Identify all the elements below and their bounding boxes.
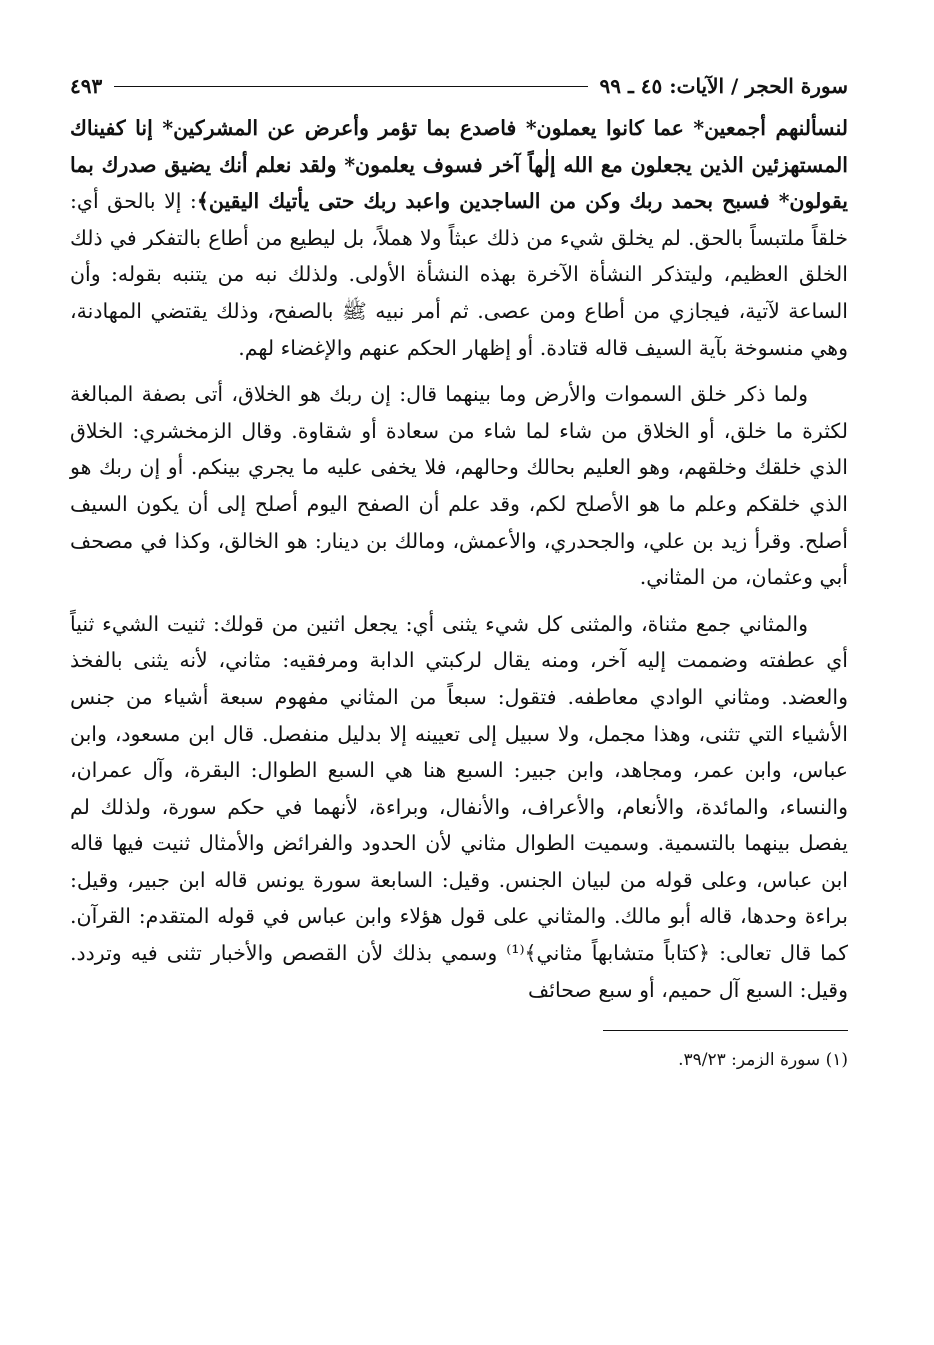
header-title: سورة الحجر / الآيات: ٤٥ ـ ٩٩ (599, 74, 848, 98)
paragraph-1 (70, 104, 848, 366)
header-rule (114, 86, 587, 87)
page (70, 68, 848, 1073)
footnote-rule (603, 1030, 848, 1031)
quran-verse-text: لنسألنهم أجمعين* عما كانوا يعملون* فاصدع بما تؤمر وأعرض عن المشركين* إنا كفيناك المستهزئين الذين يجعلون مع الله إلٰهاً آخر فسوف يعلمون* ولقد نعلم أنك يضيق صدرك بما يقولون* فسبح بحمد ربك وكن من الساجدين واعبد ربك حتى يأتيك اليقين﴾ (70, 116, 848, 214)
running-header (70, 68, 848, 104)
page-number: ٤٩٣ (70, 74, 103, 98)
paragraph-2: ولما ذكر خلق السموات والأرض وما بينهما قال: إن ربك هو الخلاق، أتى بصفة المبالغة لكثرة ما خلق، أو الخلاق من شاء لما شاء من سعادة أو شقاوة. وقال الزمخشري: الخلاق الذي خلقك وخلقهم، وهو العليم بحالك وحالهم، فلا يخفى عليه ما يجري بينكم. أو إن ربك هو الذي خلقكم وعلم ما هو الأصلح لكم، وقد علم أن الصفح اليوم أصلح إلى أن يكون السيف أصلح. وقرأ زيد بن علي، والجحدري، والأعمش، ومالك بن دينار: هو الخالق، وكذا في مصحف أبي وعثمان، من المثاني. (70, 382, 848, 590)
footnote: (١) سورة الزمر: ٣٩/٢٣. (678, 1050, 848, 1071)
commentary-text: : إلا بالحق أي: خلقاً ملتبساً بالحق. لم يخلق شيء من ذلك عبثاً ولا هملاً، بل ليطيع من أطاع بالتفكر في ذلك الخلق العظيم، وليتذكر النشأة الآخرة بهذه النشأة الأولى. ولذلك نبه من يتنبه بقوله: وأن الساعة لآتية، فيجازي من أطاع ومن عصى. ثم أمر نبيه ﷺ بالصفح، وذلك يقتضي المهادنة، وهي منسوخة بآية السيف قاله قتادة. أو إظهار الحكم عنهم والإغضاء لهم. (70, 189, 848, 360)
paragraph-3: والمثاني جمع مثناة، والمثنى كل شيء يثنى أي: يجعل اثنين من قولك: ثنيت الشيء ثنياً أي عطفته وضممت إليه آخر، ومنه يقال لركبتي الدابة ومرفقيه: مثاني، لأنه يثنى بالفخذ والعضد. ومثاني الوادي معاطفه. فتقول: سبعاً من المثاني مفهوم سبعة أشياء من جنس الأشياء التي تثنى، وهذا مجمل، ولا سبيل إلى تعيينه إلا بدليل منفصل. قال ابن مسعود، وابن عباس، وابن عمر، ومجاهد، وابن جبير: السبع هنا هي السبع الطوال: البقرة، وآل عمران، والنساء، والمائدة، والأنعام، والأعراف، والأنفال، وبراءة، لأنهما في حكم سورة، ولذلك لم يفصل بينهما بالتسمية. وسميت الطوال مثاني لأن الحدود والفرائض والأمثال ثنيت فيها قاله ابن عباس، وعلى قوله من لبيان الجنس. وقيل: السابعة سورة يونس قاله ابن جبير، وقيل: براءة وحدها، قاله أبو مالك. والمثاني على قول هؤلاء وابن عباس في قوله المتقدم: القرآن. كما قال تعالى: ﴿كتاباً متشابهاً مثاني﴾⁽¹⁾ وسمي بذلك لأن القصص والأخبار تثنى فيه وتردد. وقيل: السبع آل حميم، أو سبع صحائف (70, 611, 848, 1002)
